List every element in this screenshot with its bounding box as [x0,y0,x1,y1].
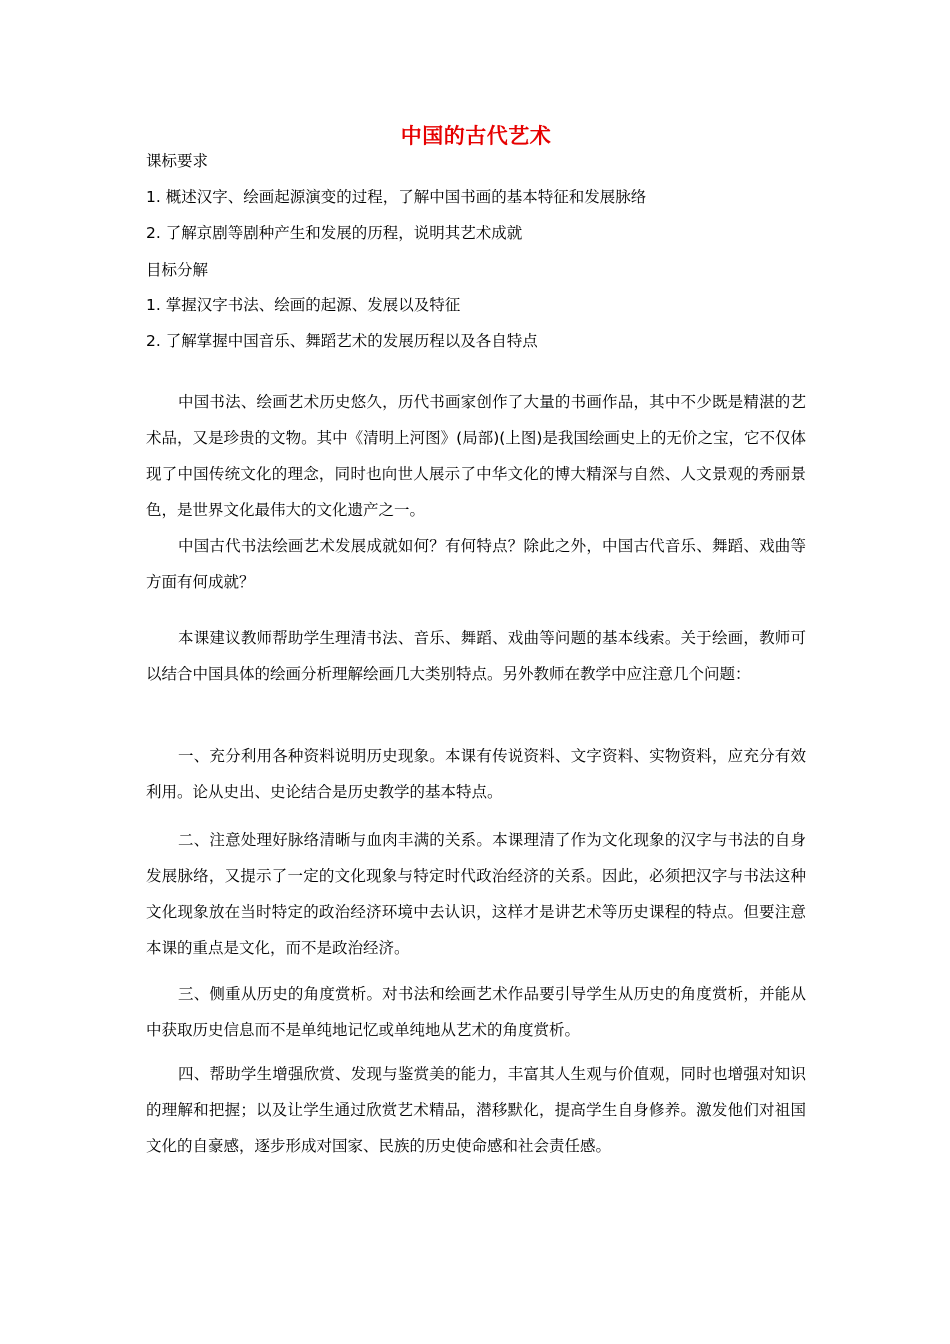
standards-item-2: 2. 了解京剧等剧种产生和发展的历程，说明其艺术成就 [146,224,523,242]
paragraph-questions: 中国古代书法绘画艺术发展成就如何？有何特点？除此之外，中国古代音乐、舞蹈、戏曲等方面有何成就？ [146,537,806,591]
paragraph-teaching-advice: 本课建议教师帮助学生理清书法、音乐、舞蹈、戏曲等问题的基本线索。关于绘画，教师可以结合中国具体的绘画分析理解绘画几大类别特点。另外教师在教学中应注意几个问题： [146,629,806,683]
paragraph-point-1: 一、充分利用各种资料说明历史现象。本课有传说资料、文字资料、实物资料，应充分有效利用。论从史出、史论结合是历史教学的基本特点。 [146,747,806,801]
section-heading-objectives: 目标分解 [146,261,209,279]
section-heading-standards: 课标要求 [146,152,209,170]
objectives-item-1: 1. 掌握汉字书法、绘画的起源、发展以及特征 [146,296,461,314]
document-title: 中国的古代艺术 [400,124,552,148]
paragraph-point-4: 四、帮助学生增强欣赏、发现与鉴赏美的能力，丰富其人生观与价值观，同时也增强对知识的理解和把握；以及让学生通过欣赏艺术精品，潜移默化，提高学生自身修养。激发他们对祖国文化的自豪感，逐步形成对国家、民族的历史使命感和社会责任感。 [146,1065,806,1155]
objectives-item-2: 2. 了解掌握中国音乐、舞蹈艺术的发展历程以及各自特点 [146,332,538,350]
standards-item-1: 1. 概述汉字、绘画起源演变的过程，了解中国书画的基本特征和发展脉络 [146,188,647,206]
paragraph-point-3: 三、侧重从历史的角度赏析。对书法和绘画艺术作品要引导学生从历史的角度赏析，并能从中获取历史信息而不是单纯地记忆或单纯地从艺术的角度赏析。 [146,985,806,1039]
paragraph-intro: 中国书法、绘画艺术历史悠久，历代书画家创作了大量的书画作品，其中不少既是精湛的艺术品，又是珍贵的文物。其中《清明上河图》(局部)(上图)是我国绘画史上的无价之宝，它不仅体现了中国传统文化的理念，同时也向世人展示了中华文化的博大精深与自然、人文景观的秀丽景色，是世界文化最伟大的文化遗产之一。 [146,393,806,519]
paragraph-point-2: 二、注意处理好脉络清晰与血肉丰满的关系。本课理清了作为文化现象的汉字与书法的自身发展脉络，又提示了一定的文化现象与特定时代政治经济的关系。因此，必须把汉字与书法这种文化现象放在当时特定的政治经济环境中去认识，这样才是讲艺术等历史课程的特点。但要注意本课的重点是文化，而不是政治经济。 [146,831,806,957]
